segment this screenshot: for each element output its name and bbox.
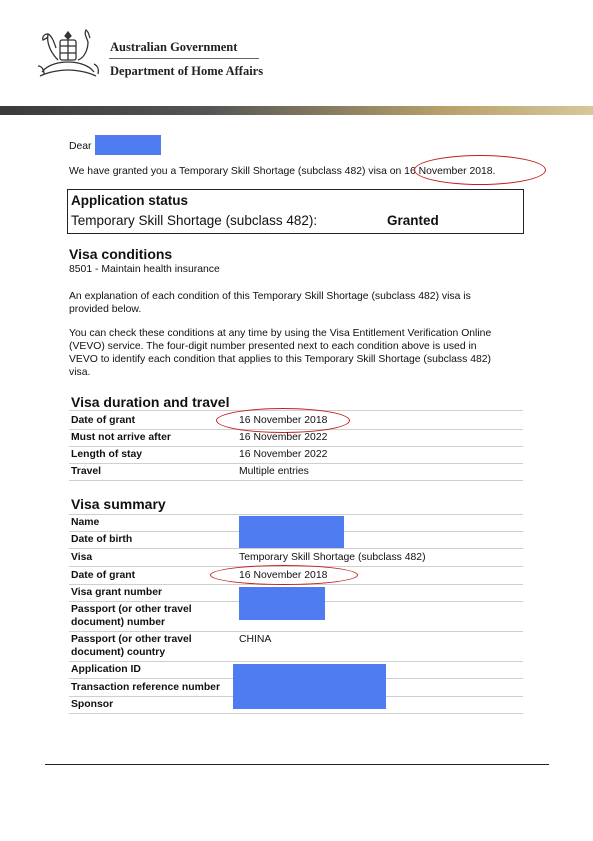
explanation-line: An explanation of each condition of this Temporary Skill Shortage (subclass 482) visa is — [69, 291, 471, 302]
summary-value: 16 November 2018 — [239, 570, 328, 581]
summary-label: Transaction reference number — [71, 682, 220, 693]
table-divider — [69, 548, 523, 549]
annotation-ring — [210, 565, 358, 585]
summary-label: Date of grant — [71, 570, 136, 581]
duration-heading: Visa duration and travel — [71, 394, 230, 410]
table-divider — [69, 514, 523, 515]
table-divider — [69, 661, 523, 662]
duration-value: 16 November 2022 — [239, 449, 328, 460]
footer-divider — [45, 764, 549, 765]
summary-value: Temporary Skill Shortage (subclass 482) — [239, 552, 426, 563]
coat-of-arms-icon — [34, 28, 102, 82]
table-divider — [69, 480, 523, 481]
duration-label: Date of grant — [71, 415, 136, 426]
status-title: Application status — [71, 193, 189, 208]
table-divider — [69, 446, 523, 447]
summary-label: Name — [71, 517, 100, 528]
duration-label: Length of stay — [71, 449, 143, 460]
vevo-line: VEVO to identify each condition that applies to this Temporary Skill Shortage (subclass 482) — [69, 354, 492, 365]
table-divider — [69, 713, 523, 714]
salutation: Dear — [69, 141, 92, 152]
org-name: Australian Government — [110, 40, 238, 54]
duration-value: 16 November 2022 — [239, 432, 328, 443]
summary-heading: Visa summary — [71, 496, 166, 512]
summary-label: document) country — [71, 647, 166, 658]
explanation-line: provided below. — [69, 304, 142, 315]
table-divider — [69, 463, 523, 464]
department-name: Department of Home Affairs — [110, 64, 264, 78]
vevo-line: visa. — [69, 367, 91, 378]
duration-label: Travel — [71, 466, 102, 477]
redaction-box — [239, 587, 325, 620]
header-band — [0, 106, 593, 115]
table-divider — [69, 631, 523, 632]
summary-label: Date of birth — [71, 534, 133, 545]
status-result: Granted — [387, 213, 439, 228]
summary-label: Visa grant number — [71, 587, 163, 598]
annotation-ring — [216, 408, 350, 433]
grant-intro: We have granted you a Temporary Skill Shortage (subclass 482) visa on 16 November 2018. — [69, 166, 496, 177]
annotation-ring — [414, 155, 546, 185]
condition-item: 8501 - Maintain health insurance — [69, 264, 220, 275]
duration-value: 16 November 2018 — [239, 415, 328, 426]
duration-value: Multiple entries — [239, 466, 309, 477]
vevo-line: (VEVO) service. The four-digit number presented next to each condition above is used in — [69, 341, 477, 352]
summary-label: Application ID — [71, 664, 141, 675]
redaction-box — [233, 664, 386, 709]
conditions-heading: Visa conditions — [69, 246, 173, 262]
summary-label: Passport (or other travel — [71, 604, 192, 615]
duration-label: Must not arrive after — [71, 432, 171, 443]
summary-label: Visa — [71, 552, 93, 563]
redaction-box — [95, 135, 161, 155]
header-divider — [109, 58, 259, 59]
redaction-box — [239, 516, 344, 548]
summary-label: document) number — [71, 617, 166, 628]
summary-label: Passport (or other travel — [71, 634, 192, 645]
vevo-line: You can check these conditions at any time by using the Visa Entitlement Verification Online — [69, 328, 492, 339]
status-visa-label: Temporary Skill Shortage (subclass 482): — [71, 213, 318, 228]
summary-value: CHINA — [239, 634, 272, 645]
summary-label: Sponsor — [71, 699, 114, 710]
